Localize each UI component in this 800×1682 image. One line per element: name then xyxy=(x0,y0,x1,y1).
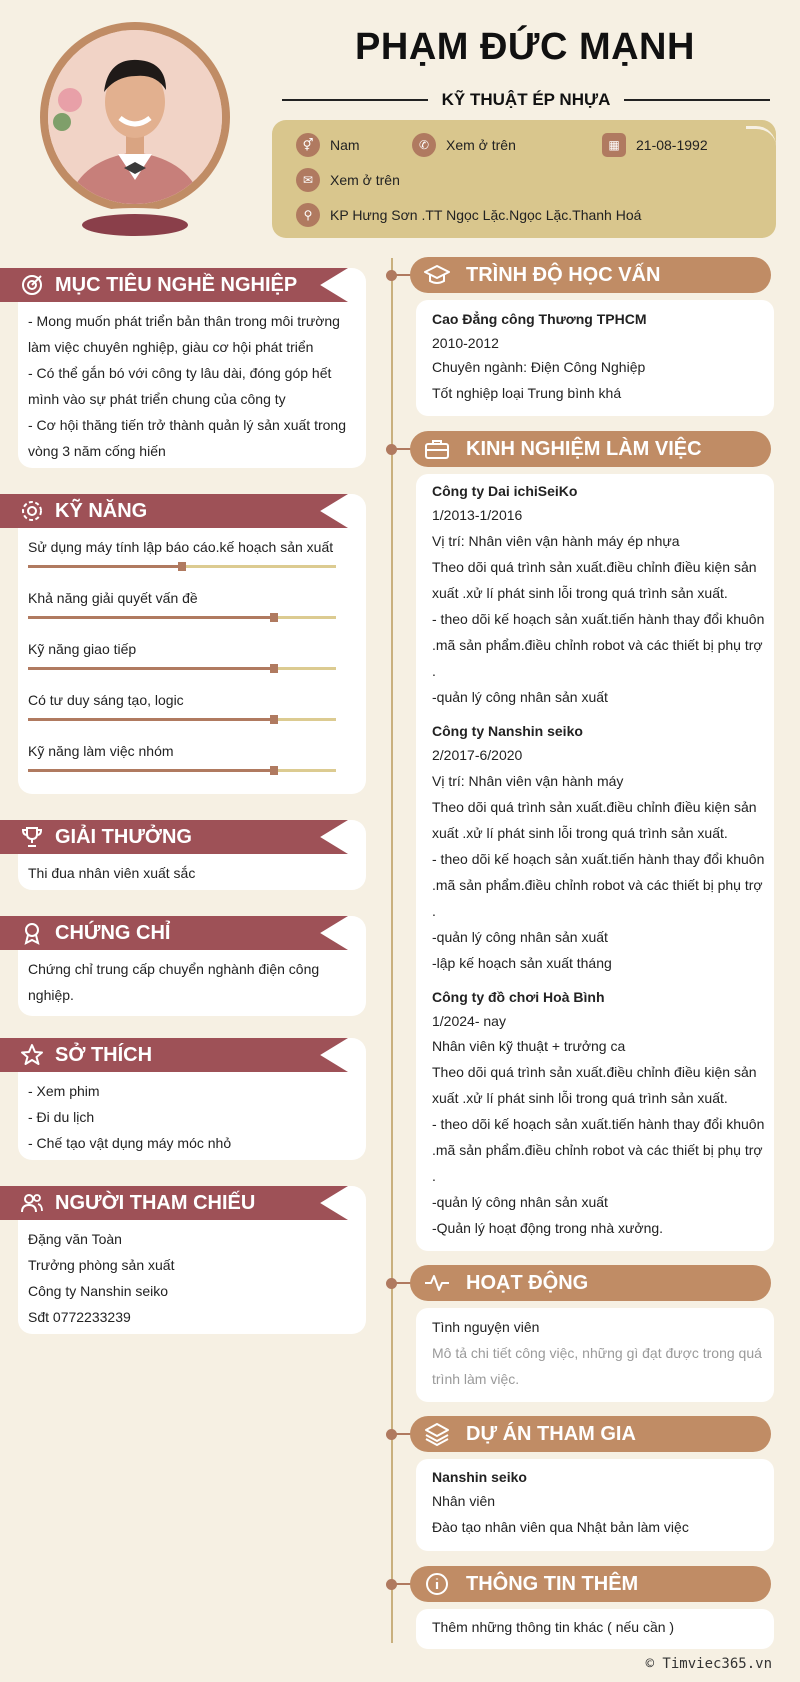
hobby-line: - Xem phim xyxy=(28,1083,100,1099)
more-info-text: Thêm những thông tin khác ( nếu cần ) xyxy=(432,1619,675,1635)
objective-line: vòng 3 năm cống hiến xyxy=(28,443,166,459)
project-desc: Đào tạo nhân viên qua Nhật bản làm việc xyxy=(432,1519,689,1535)
job-period: 2/2017-6/2020 xyxy=(432,747,523,763)
people-icon xyxy=(20,1191,44,1215)
more-info-header xyxy=(386,1566,771,1602)
graduation-cap-icon xyxy=(424,263,450,287)
certificates-header xyxy=(0,916,348,950)
job-desc-line: . xyxy=(432,1168,436,1184)
project-name: Nanshin seiko xyxy=(432,1469,527,1485)
education-title: TRÌNH ĐỘ HỌC VẤN xyxy=(466,264,661,286)
skill-name: Kỹ năng giao tiếp xyxy=(28,641,137,657)
candidate-name: PHẠM ĐỨC MẠNH xyxy=(355,26,695,68)
avatar xyxy=(40,22,230,242)
hobbies-header xyxy=(0,1038,348,1072)
job-desc-line: . xyxy=(432,903,436,919)
school-name: Cao Đẳng công Thương TPHCM xyxy=(432,311,647,327)
objective-line: mình vào sự phát triển chung của công ty xyxy=(28,391,286,407)
activity-desc: Mô tả chi tiết công việc, những gì đạt được trong quá xyxy=(432,1345,762,1361)
award-line: Thi đua nhân viên xuất sắc xyxy=(28,865,196,881)
skills-title: KỸ NĂNG xyxy=(55,500,148,522)
hobby-line: - Đi du lịch xyxy=(28,1109,95,1125)
job-title: KỸ THUẬT ÉP NHỰA xyxy=(441,90,611,109)
certificate-line: nghiệp. xyxy=(28,987,74,1003)
job-desc-line: .mã sản phẩm.điều chỉnh robot và các thiết bị phụ trợ xyxy=(432,637,763,653)
email-icon: ✉ xyxy=(296,168,320,192)
divider xyxy=(624,99,770,101)
gender-icon: ⚥ xyxy=(296,133,320,157)
email-value: Xem ở trên xyxy=(330,172,400,188)
briefcase-icon xyxy=(424,437,450,461)
phone-icon: ✆ xyxy=(412,133,436,157)
job-desc-line: - theo dõi kế hoạch sản xuất.tiến hành thay đổi khuôn xyxy=(432,611,765,627)
education-major: Chuyên ngành: Điện Công Nghiệp xyxy=(432,359,646,375)
education-grade: Tốt nghiệp loại Trung bình khá xyxy=(432,385,622,401)
gender-item xyxy=(296,133,360,157)
dob-value: 21-08-1992 xyxy=(636,137,708,153)
job-desc-line: .mã sản phẩm.điều chỉnh robot và các thiết bị phụ trợ xyxy=(432,877,763,893)
job-company: Công ty đồ chơi Hoà Bình xyxy=(432,989,605,1005)
more-info-title: THÔNG TIN THÊM xyxy=(466,1573,639,1595)
phone-item xyxy=(412,133,516,157)
skill-name: Có tư duy sáng tạo, logic xyxy=(28,692,184,708)
job-desc-line: .mã sản phẩm.điều chỉnh robot và các thiết bị phụ trợ xyxy=(432,1142,763,1158)
certificates-title: CHỨNG CHỈ xyxy=(55,922,171,944)
objective-title: MỤC TIÊU NGHỀ NGHIỆP xyxy=(55,274,298,296)
activity-name: Tình nguyện viên xyxy=(432,1319,540,1335)
job-position: Nhân viên kỹ thuật + trưởng ca xyxy=(432,1038,626,1054)
email-item xyxy=(296,168,400,192)
divider xyxy=(282,99,428,101)
reference-line: Đặng văn Toàn xyxy=(28,1231,122,1247)
reference-line: Công ty Nanshin seiko xyxy=(28,1283,169,1299)
skill-bar xyxy=(28,769,336,772)
job-company: Công ty Dai ichiSeiKo xyxy=(432,483,578,499)
contact-info-box xyxy=(272,120,776,238)
job-title-row xyxy=(282,88,770,112)
objective-line: - Mong muốn phát triển bản thân trong môi trường xyxy=(28,313,340,329)
job-desc-line: xuất .xử lí phát sinh lỗi trong quá trình sản xuất. xyxy=(432,1090,728,1106)
education-header xyxy=(386,257,771,293)
skill-name: Khả năng giải quyết vấn đề xyxy=(28,590,198,606)
skill-bar xyxy=(28,565,336,568)
job-period: 1/2024- nay xyxy=(432,1013,506,1029)
education-years: 2010-2012 xyxy=(432,335,499,351)
job-position: Vị trí: Nhân viên vận hành máy xyxy=(432,773,624,789)
job-desc-line: -quản lý công nhân sản xuất xyxy=(432,1194,608,1210)
job-position: Vị trí: Nhân viên vận hành máy ép nhựa xyxy=(432,533,680,549)
activity-desc: trình làm việc. xyxy=(432,1371,520,1387)
job-desc-line: xuất .xử lí phát sinh lỗi trong quá trình sản xuất. xyxy=(432,585,728,601)
gear-icon xyxy=(20,499,44,523)
job-period: 1/2013-1/2016 xyxy=(432,507,523,523)
hobby-line: - Chế tạo vật dụng máy móc nhỏ xyxy=(28,1135,232,1151)
objective-line: - Cơ hội thăng tiến trở thành quản lý sản xuất trong xyxy=(28,417,346,433)
awards-title: GIẢI THƯỞNG xyxy=(55,826,192,848)
job-desc-line: -lập kế hoạch sản xuất tháng xyxy=(432,955,612,971)
objective-header xyxy=(0,268,348,302)
job-desc-line: Theo dõi quá trình sản xuất.điều chỉnh điều kiện sản xyxy=(432,559,757,575)
award-badge-icon xyxy=(20,921,44,945)
job-desc-line: xuất .xử lí phát sinh lỗi trong quá trình sản xuất. xyxy=(432,825,728,841)
job-desc-line: -quản lý công nhân sản xuất xyxy=(432,689,608,705)
project-role: Nhân viên xyxy=(432,1493,496,1509)
projects-header xyxy=(386,1416,771,1452)
trophy-icon xyxy=(20,825,44,849)
skill-bar xyxy=(28,718,336,721)
job-desc-line: . xyxy=(432,663,436,679)
hobbies-title: SỞ THÍCH xyxy=(55,1044,153,1066)
target-icon xyxy=(20,273,44,297)
objective-line: - Có thể gắn bó với công ty lâu dài, đóng góp hết xyxy=(28,365,332,381)
calendar-icon: ▦ xyxy=(602,133,626,157)
portrait-photo xyxy=(48,30,222,204)
info-icon xyxy=(424,1572,450,1596)
job-desc-line: - theo dõi kế hoạch sản xuất.tiến hành thay đổi khuôn xyxy=(432,1116,765,1132)
certificate-line: Chứng chỉ trung cấp chuyển nghành điện công xyxy=(28,961,320,977)
address-item xyxy=(296,203,641,227)
skill-bar xyxy=(28,616,336,619)
job-desc-line: -Quản lý hoạt động trong nhà xưởng. xyxy=(432,1220,664,1236)
activities-header xyxy=(386,1265,771,1301)
job-desc-line: - theo dõi kế hoạch sản xuất.tiến hành thay đổi khuôn xyxy=(432,851,765,867)
pulse-icon xyxy=(424,1271,450,1295)
skill-name: Kỹ năng làm việc nhóm xyxy=(28,743,174,759)
skill-name: Sử dụng máy tính lập báo cáo.kế hoạch sản xuất xyxy=(28,539,334,555)
skills-header xyxy=(0,494,348,528)
reference-line: Trưởng phòng sản xuất xyxy=(28,1257,175,1273)
job-company: Công ty Nanshin seiko xyxy=(432,723,583,739)
layers-icon xyxy=(424,1422,450,1446)
location-pin-icon: ⚲ xyxy=(296,203,320,227)
objective-line: làm việc chuyên nghiệp, giàu cơ hội phát triển xyxy=(28,339,314,355)
projects-title: DỰ ÁN THAM GIA xyxy=(466,1423,636,1445)
address-value: KP Hưng Sơn .TT Ngọc Lặc.Ngọc Lặc.Thanh Hoá xyxy=(330,207,642,223)
skill-bar xyxy=(28,667,336,670)
star-icon xyxy=(20,1043,44,1067)
job-desc-line: Theo dõi quá trình sản xuất.điều chỉnh điều kiện sản xyxy=(432,799,757,815)
gender-value: Nam xyxy=(330,137,360,153)
footer-copyright: © Timviec365.vn xyxy=(645,1656,772,1672)
experience-title: KINH NGHIỆM LÀM VIỆC xyxy=(466,438,702,460)
phone-value: Xem ở trên xyxy=(446,137,516,153)
dob-item xyxy=(602,133,708,157)
job-desc-line: Theo dõi quá trình sản xuất.điều chỉnh điều kiện sản xyxy=(432,1064,757,1080)
experience-header xyxy=(386,431,771,467)
references-title: NGƯỜI THAM CHIẾU xyxy=(55,1192,256,1214)
activities-title: HOẠT ĐỘNG xyxy=(466,1272,589,1294)
reference-line: Sđt 0772233239 xyxy=(28,1309,131,1325)
job-desc-line: -quản lý công nhân sản xuất xyxy=(432,929,608,945)
awards-header xyxy=(0,820,348,854)
references-header xyxy=(0,1186,348,1220)
